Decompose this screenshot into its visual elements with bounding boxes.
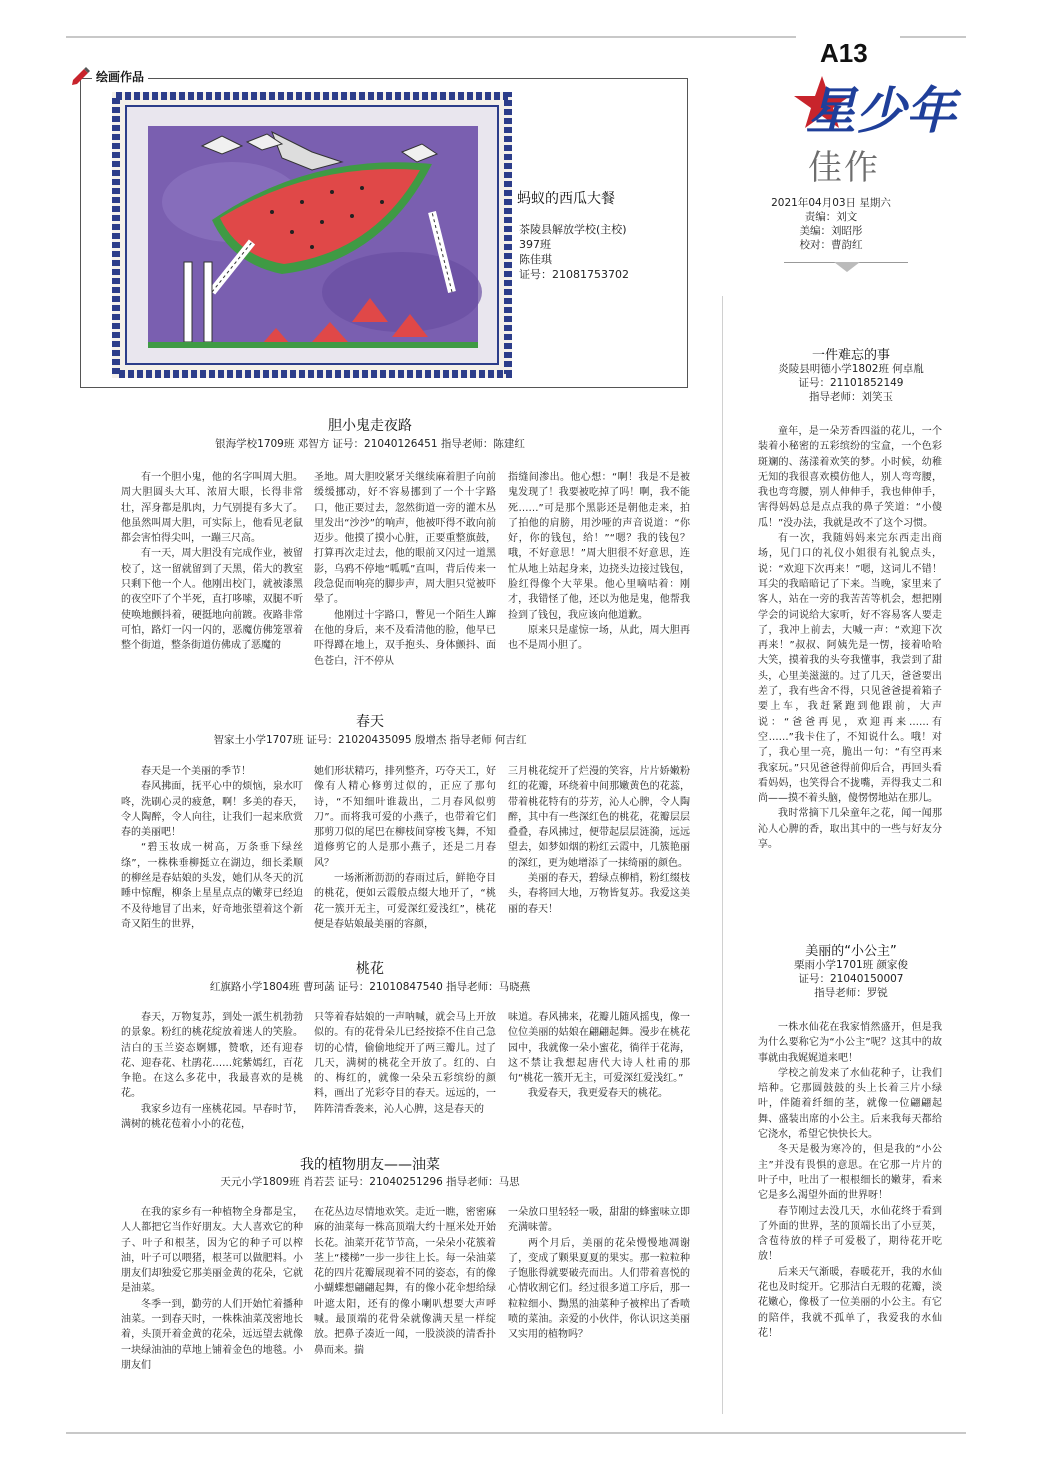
proofreader: 校对：曹韵红 [799, 239, 863, 251]
art-editor: 美编：刘昭彤 [799, 225, 863, 237]
article-rape-col3 [508, 1205, 690, 1417]
paragraph: 三月桃花绽开了烂漫的笑容，片片娇嫩粉红的花瓣，环绕着中间那嫩黄色的花蕊，带着桃花特有的芬芳，沁人心脾，令人陶醉，其中有一些深红色的桃花，花瓣层层叠叠，春风拂过，便带起层层涟漪，远远望去，如梦如烟的粉红云霞中，几簇艳丽的深红，更为她增添了一抹绮丽的颜色。 [508, 766, 690, 869]
article-ghost-col1 [121, 470, 303, 698]
paragraph: 一场淅淅沥沥的春雨过后，鲜艳夺目的桃花，便如云霞般点缀大地开了，“桃花一簇开无主，可爱深红爱浅红”，桃花便是春姑娘最美丽的容颜， [314, 873, 496, 930]
section-name: 佳作 [808, 148, 880, 188]
top-rule [66, 36, 796, 38]
brand-logo-text: 星少年 [806, 82, 956, 140]
article-title-princess: 美丽的“小公主” [805, 944, 897, 959]
column-divider [722, 296, 723, 1414]
article-title-rape: 我的植物朋友——油菜 [300, 1157, 440, 1173]
article-spring-col1 [121, 764, 303, 946]
article-unforgettable-body [758, 424, 942, 908]
paragraph: 我家乡边有一座桃花园。早春时节，满树的桃花苞着小小的花苞， [121, 1103, 303, 1131]
paragraph: 春天，万物复苏，到处一派生机勃勃的景象。粉红的桃花绽放着迷人的笑脸。洁白的玉兰姿态婀娜，赞歌，还有迎春花、迎春花、杜鹃花……姹紫嫣红，百花争艳。在这么多花中，我最喜欢的是桃花。 [121, 1012, 303, 1100]
article-byline-spring: 智家土小学1707班 证号：21020435095 殷增杰 指导老师 何吉红 [213, 734, 527, 746]
paragraph: 在我的家乡有一种植物全身都是宝，人人都把它当作好朋友。大人喜欢它的种子、叶子和根茎，因为它的种子可以榨油，叶子可以喂猪，根茎可以做肥料。小朋友们却独爱它那美丽金黄的花朵，它就是油菜。 [121, 1207, 303, 1295]
article-spring-col2 [314, 764, 496, 946]
paragraph: 她们形状精巧，排列整齐，巧夺天工，好像有人精心修剪过似的，正应了那句诗，“不知细叶谁裁出，二月春风似剪刀”。而将我可爱的小燕子，也带着它们那剪刀似的尾巴在柳枝间穿梭飞舞，不知道修剪它的人是那小燕子，还是二月春风？ [314, 766, 496, 869]
artwork-school: 茶陵县解放学校(主校) [519, 223, 627, 236]
paragraph: 味道。春风拂来，花瓣儿随风摇曳，像一位位美丽的姑娘在翩翩起舞。漫步在桃花园中，我就像一朵小蜜花，徜徉于花海，这不禁让我想起唐代大诗人杜甫的那句“桃花一簇开无主，可爱深红爱浅红。” [508, 1012, 690, 1085]
bottom-rule [66, 1432, 966, 1434]
article-rape-col2 [314, 1205, 496, 1417]
article-byline-peach: 红旗路小学1804班 曹珂菡 证号：21010847540 指导老师：马晓燕 [209, 981, 531, 993]
article-info-unforgettable [736, 362, 966, 404]
section-label: 绘画作品 [92, 68, 148, 85]
paragraph: 在花丛边尽情地欢笑。走近一瞧，密密麻麻的油菜每一株高顶端大约十厘米处开始长花。油菜开花节节高，一朵朵小花簇着茎上“楼梯”一步一步往上长。每一朵油菜花的四片花瓣展现着不同的姿态，有的像小蝴蝶想翩翩起舞，有的像小花伞想给绿叶遮太阳，还有的像小喇叭想要大声呼喊。最顶端的花骨朵就像满天星一样绽放。把鼻子凑近一闻，一股淡淡的清香扑鼻而来。揣 [314, 1207, 496, 1356]
editor: 责编：刘文 [804, 211, 858, 223]
paragraph: 冬季一到，勤劳的人们开始忙着播种油菜。一到春天时，一株株油菜茂密地长着，头顶开着金黄的花朵，远远望去就像一块绿油油的草地上铺着金色的地毯。小朋友们 [121, 1298, 303, 1371]
paragraph: 春天是一个美丽的季节！ [141, 766, 251, 777]
teacher-line: 指导老师：罗锐 [814, 987, 888, 999]
paragraph: 有一天，周大胆没有完成作业，被留校了，这一留就留到了天黑，偌大的教室只剩下他一个人。他刚出校门，就被漆黑的夜空吓了个半死，直打哆嗦，双腿不听使唤地颤抖着，硬挺地向前踱。夜路非常可怕，路灯一闪一闪的，恶魔仿佛笼罩着整个街道，整条街道仿佛成了恶魔的 [121, 548, 303, 652]
article-byline-rape: 天元小学1809班 肖若芸 证号：21040251296 指导老师：马思 [220, 1176, 520, 1188]
author-line: 炎陵县明德小学1802班 何卓胤 [778, 363, 924, 375]
id-line: 证号：21101852149 [798, 377, 904, 389]
paragraph: 童年，是一朵芳香四溢的花儿，一个装着小秘密的五彩缤纷的宝盒，一个色彩斑斓的、荡漾着欢笑的梦。小时候，幼稚无知的我很喜欢模仿他人，别人弯弯腰，我也弯弯腰，别人伸伸手，我也伸伸手，害得妈妈总是点点我的鼻子笑道：“小傻瓜！”没办法，我就是改不了这个习惯。 [758, 426, 942, 529]
paragraph: 后来天气渐暖，春暖花开，我的水仙花也及时绽开。它那洁白无瑕的花瓣，淡花嫩心，像极了一位美丽的小公主。有它的陪伴，我就不孤单了，我爱我的水仙花！ [758, 1266, 942, 1339]
masthead-arrow-icon [834, 262, 860, 272]
paragraph: 我时常摘下几朵童年之花，闻一闻那沁人心脾的香，取出其中的一些与好友分享。 [758, 808, 942, 851]
paragraph: 一朵放口里轻轻一吸，甜甜的蜂蜜味立即充满味蕾。 [508, 1207, 690, 1234]
paragraph: 学校之前发来了水仙花种子，让我们培种。它那圆鼓鼓的头上长着三片小绿叶，伴随着纤细的茎，就像一位翩翩起舞、盛装出席的小公主。后来我每天都给它浇水，希望它快快长大。 [758, 1067, 942, 1141]
paragraph: 春节刚过去没几天，水仙花终于看到了外面的世界，茎的顶端长出了小豆荚，含苞待放的样子可爱极了，期待花开吃放！ [758, 1205, 942, 1263]
article-byline-ghost: 银海学校1709班 邓智方 证号：21040126451 指导老师：陈建红 [215, 438, 525, 450]
id-line: 证号：21040150007 [798, 973, 904, 985]
teacher-line: 指导老师：刘笑玉 [809, 391, 893, 403]
paragraph: 春风拂面，抚平心中的烦恼，泉水叮咚，洗刷心灵的疲惫，啊！多美的春天，令人陶醉，令人向往，让我们一起来欣赏春的美丽吧！ [121, 781, 303, 839]
paragraph: 只等着春姑娘的一声呐喊，就会马上开放似的。有的花骨朵儿已经按捺不住自己急切的心情，偷偷地绽开了两三瓣儿。过了几天，满树的桃花全开放了。红的、白的、梅红的，就像一朵朵五彩缤纷的颜料，画出了光彩夺目的春天。远远的，一阵阵清香袭来，沁人心脾，这是春天的 [314, 1012, 496, 1115]
article-rape-col1 [121, 1205, 303, 1417]
paragraph: 一株水仙花在我家悄然盛开，但是我为什么要称它为“小公主”呢？这其中的故事就由我娓娓道来吧！ [758, 1022, 942, 1064]
article-ghost-col3 [508, 470, 690, 698]
paragraph: 我爱春天，我更爱春天的桃花。 [528, 1088, 668, 1100]
paragraph: 有一次，我随妈妈来完东西走出商场，见门口的礼仪小姐很有礼貌点头，说：“欢迎下次再来！”嗯，这词儿不错！耳尖的我暗暗记了下来。当晚，家里来了客人，站在一旁的我苦苦等机会，想把刚学会的词说给大家听，好不容易客人要走了，我冲上前去，大喊一声：“欢迎下次再来！”叔叔、阿姨先是一愣，接着哈哈大笑，摸着我的头夸我懂事，我尝到了甜头，心里美滋滋的。过了几天，爸爸要出差了，我有些舍不得，只见爸爸提着箱子要上车，我赶紧跑到他跟前，大声说：“爸爸再见，欢迎再来……有空……”我卡住了，不知说什么。哦！对了，我心里一亮，脆出一句：“有空再来我家玩。”只见爸爸得前仰后合，再回头看看妈妈，也笑得合不拢嘴，弄得我丈二和尚——摸不着头脑，傻愣愣地站在那儿。 [758, 533, 942, 805]
paragraph: 有一个胆小鬼，他的名字叫周大胆。周大胆圆头大耳、浓眉大眼，长得非常壮，浑身都是肌肉，力气别提有多大了。他虽然叫周大胆，可实际上，他看见老鼠都会害怕得尖叫，一蹦三尺高。 [121, 472, 303, 545]
artwork-author: 陈佳琪 [519, 253, 552, 266]
paragraph: “碧玉妆成一树高，万条垂下绿丝绦”，一株株垂柳挺立在湖边，细长柔顺的柳丝是春姑娘的头发，她们从冬天的沉睡中惊醒，柳条上星星点点的嫩芽已经迫不及待地冒了出来，好奇地张望着这个新奇又陌生的世界， [121, 842, 303, 930]
paragraph: 他刚过十字路口，瞥见一个陌生人蹿在他的身后，来不及看清他的脸，他早已吓得蹲在地上，双手抱头、身体颤抖、面色苍白，汗不停从 [314, 609, 496, 667]
article-peach-col2 [314, 1010, 496, 1138]
artwork-title: 蚂蚁的西瓜大餐 [517, 191, 615, 207]
article-info-princess [736, 958, 966, 1000]
author-line: 栗雨小学1701班 颜家俊 [793, 959, 909, 971]
article-title-peach: 桃花 [356, 961, 384, 977]
paragraph: 两个月后，美丽的花朵慢慢地凋谢了，变成了颗果夏夏的果实。那一粒粒种子饱胀得就要破壳而出。人们带着喜悦的心情收割它们。经过很多道工序后，那一粒粒细小、黝黑的油菜种子被榨出了香喷喷的菜油。亲爱的小伙伴，你认识这美丽又实用的植物吗？ [508, 1237, 690, 1341]
top-rule-right [900, 36, 966, 38]
paragraph: 美丽的春天，碧绿点柳梢，粉红缀枝头，春将回大地，万物皆复苏。我爱这美丽的春天！ [508, 873, 690, 915]
artwork-id: 证号：21081753702 [519, 268, 629, 281]
article-spring-col3 [508, 764, 690, 946]
article-title-unforgettable: 一件难忘的事 [811, 348, 890, 363]
artwork-info [519, 222, 629, 282]
paragraph: 冬天是极为寒冷的，但是我的“小公主”并没有畏惧的意思。在它那一片片的叶子中，吐出了一根根细长的嫩芽，看来它是多么渴望外面的世界呀！ [758, 1144, 942, 1202]
paragraph: 指缝间渗出。他心想：“啊！我是不是被鬼发现了！我要被吃掉了吗！啊，我不能死……”可是那个黑影还是朝他走来，拍了拍他的肩膀，用沙哑的声音说道：“你好，你的钱包，给！”“嗯？我的钱包？哦，不好意思！”周大胆很不好意思，连忙从地上站起身来，边挠头边接过钱包，脸红得像个大苹果。他心里嘀咕着：刚才，我错怪了他，还以为他是鬼，他帮我捡到了钱包，我应该向他道歉。 [508, 472, 690, 621]
article-peach-col1 [121, 1010, 303, 1138]
article-princess-body [758, 1020, 942, 1420]
painting-image [112, 92, 512, 378]
article-title-ghost: 胆小鬼走夜路 [328, 418, 412, 434]
paragraph: 圣地。周大胆咬紧牙关继续麻着胆子向前缓缓挪动，好不容易挪到了一个十字路口，他正要过去，忽然街道一旁的灌木丛里发出“沙沙”的响声，他被吓得不敢向前迈步。他摸了摸小心脏，正要重整旗鼓，打算再次走过去，他的眼前又闪过一道黑影，乌鸦不停地“呱呱”直叫，背后传来一段急促而响亮的脚步声，周大胆只觉被吓晕了。 [314, 472, 496, 606]
page-number: A13 [820, 38, 868, 68]
paragraph: 原来只是虚惊一场，从此，周大胆再也不是周小胆了。 [508, 624, 690, 652]
article-title-spring: 春天 [356, 714, 384, 730]
artwork-class: 397班 [519, 238, 551, 251]
article-ghost-col2 [314, 470, 496, 698]
brand-logo [786, 72, 956, 142]
issue-date: 2021年04月03日 星期六 [771, 197, 891, 209]
article-peach-col3 [508, 1010, 690, 1138]
pencil-icon [70, 64, 92, 86]
